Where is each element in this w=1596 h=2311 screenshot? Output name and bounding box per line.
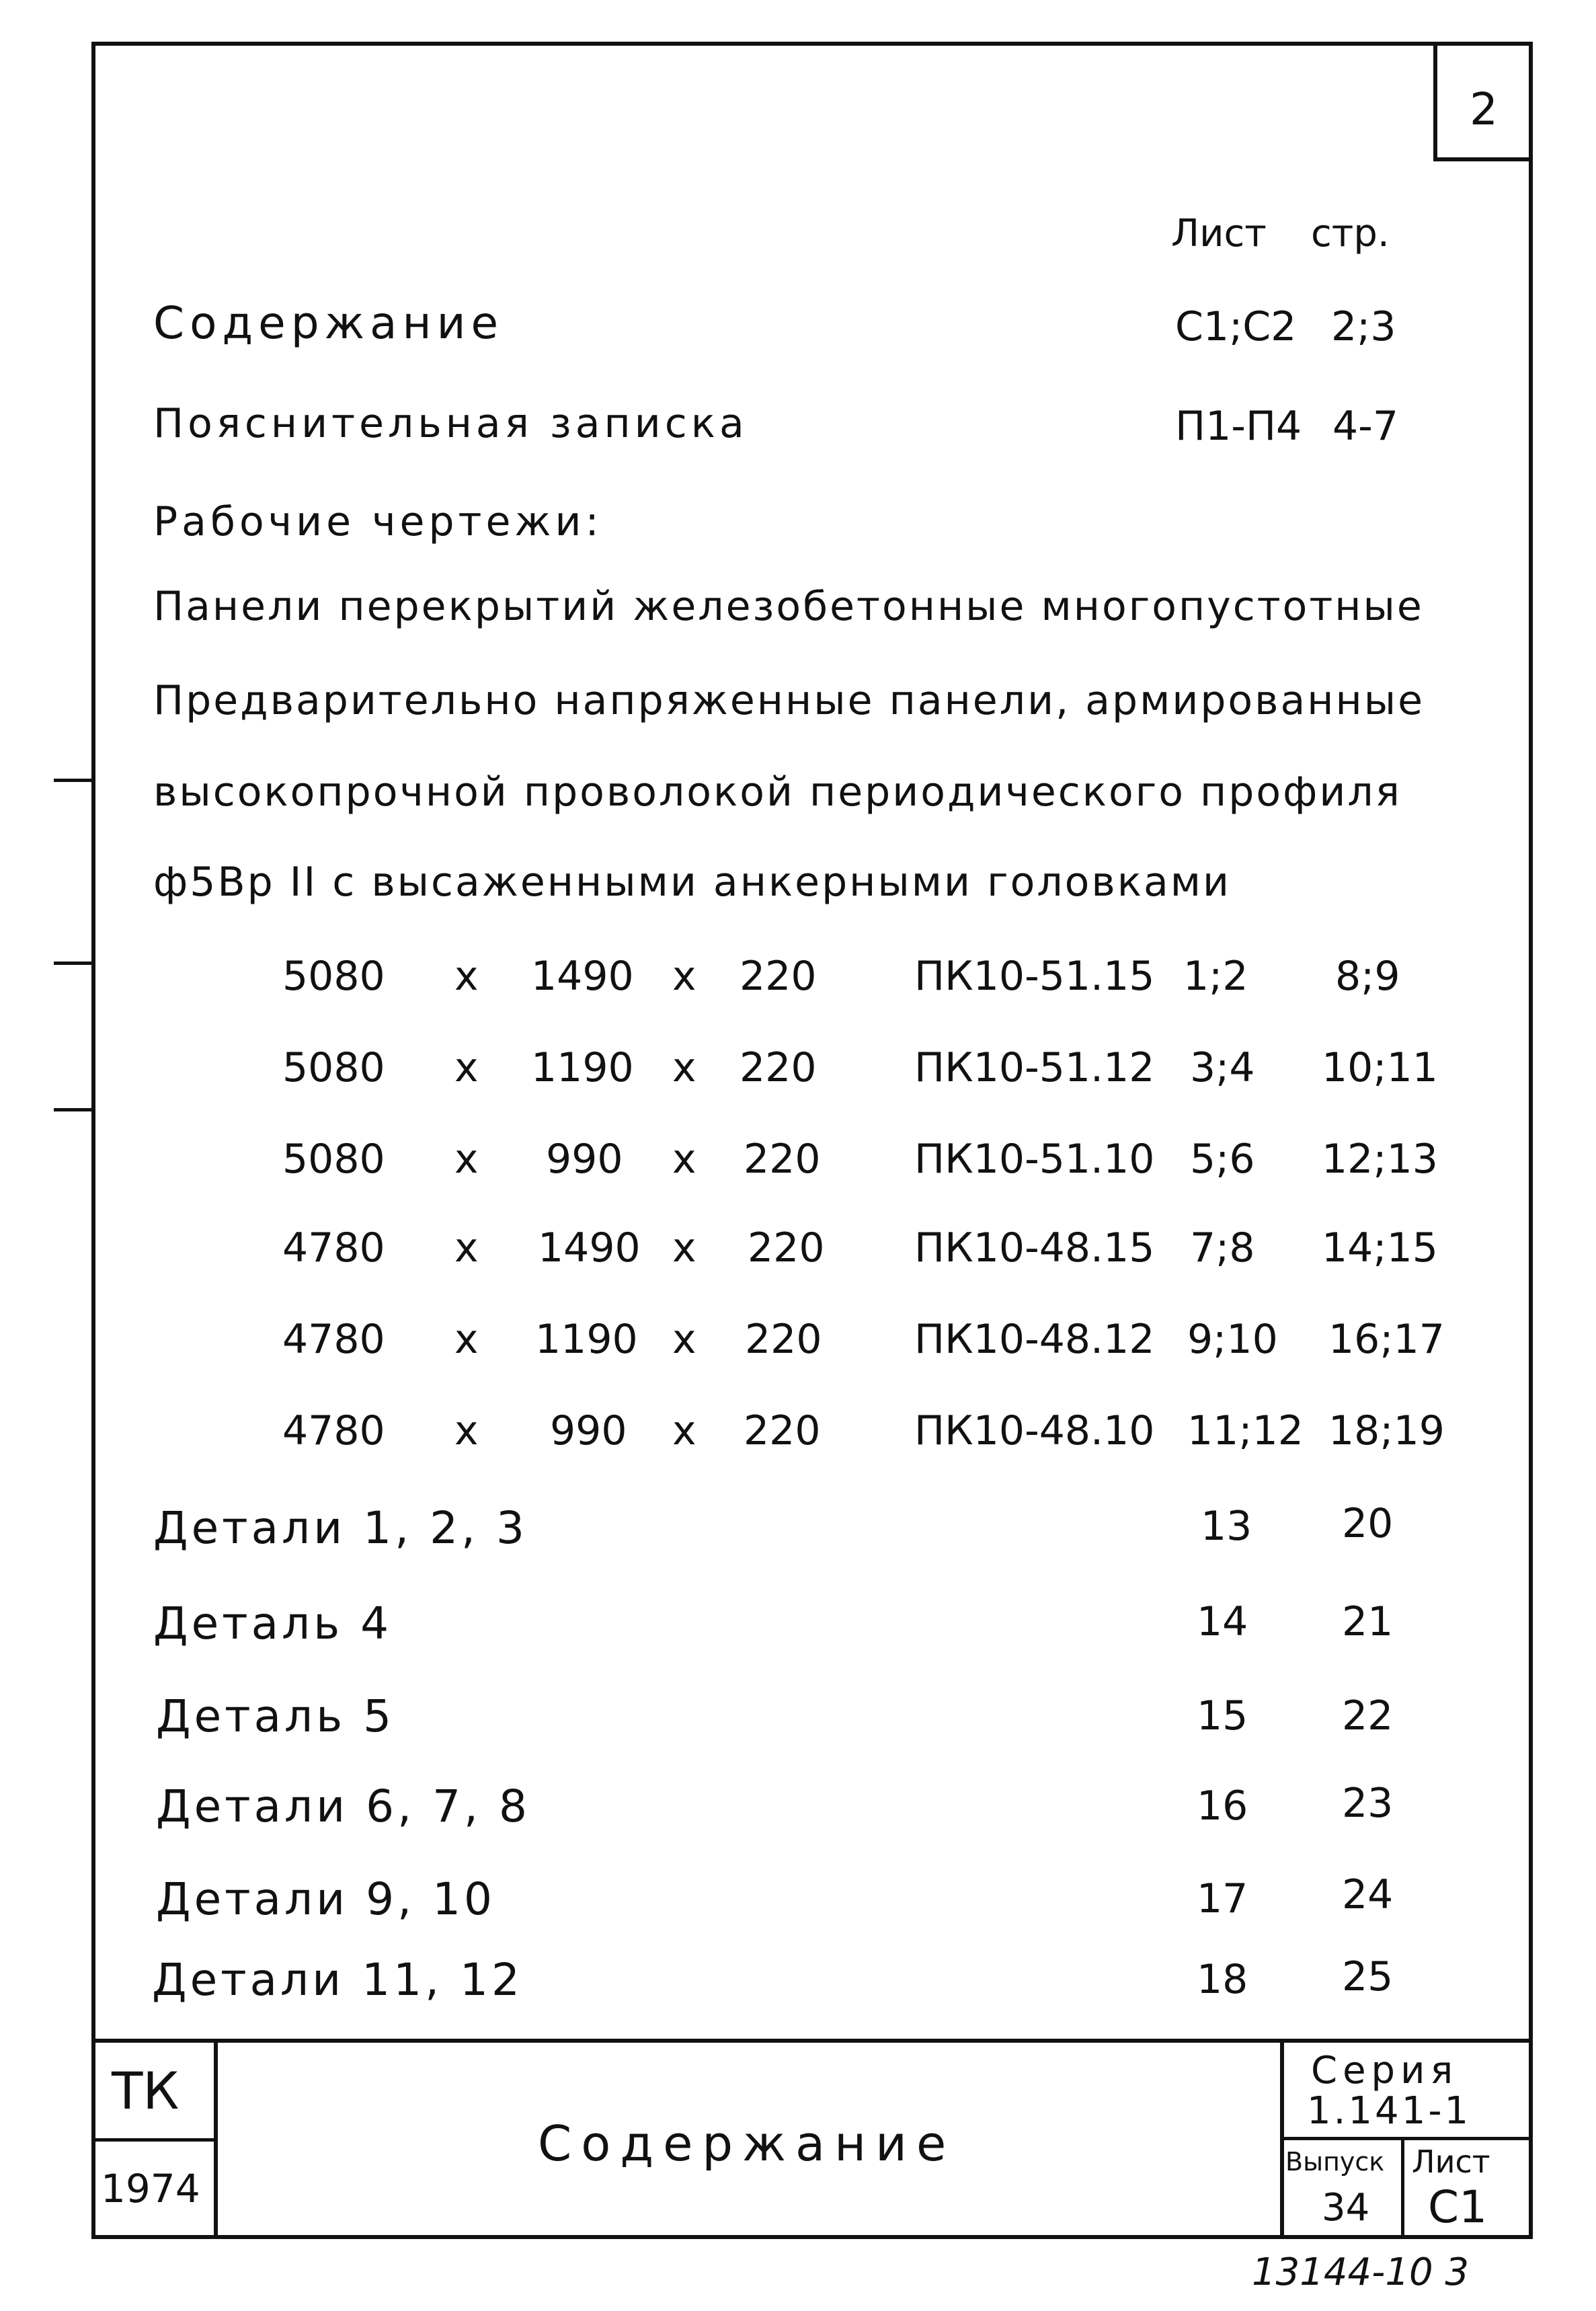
entry-page: 4-7 (1332, 403, 1398, 450)
panel-height: 220 (744, 1136, 821, 1183)
description-line: Панели перекрытий железобетонные многопустотные (153, 583, 1424, 630)
detail-page: 22 (1342, 1692, 1394, 1739)
multiply-sign: x (454, 1136, 479, 1183)
corner-box-bottom (1433, 157, 1533, 161)
panel-width: 1190 (531, 1044, 634, 1091)
detail-label: Деталь 5 (156, 1690, 395, 1742)
panel-page: 10;11 (1322, 1044, 1438, 1091)
entry-page: 2;3 (1331, 303, 1396, 350)
panel-mark: ПК10-48.10 (914, 1407, 1155, 1454)
detail-sheet: 17 (1197, 1875, 1248, 1922)
detail-sheet: 18 (1197, 1956, 1248, 2003)
entry-sheet: С1;С2 (1175, 303, 1297, 350)
panel-sheet: 3;4 (1190, 1044, 1255, 1091)
panel-width: 1490 (531, 953, 634, 1000)
margin-tick (54, 962, 94, 965)
detail-page: 23 (1342, 1780, 1394, 1827)
panel-sheet: 11;12 (1187, 1407, 1304, 1454)
panel-page: 8;9 (1335, 953, 1400, 1000)
panel-width: 1190 (535, 1316, 638, 1363)
panel-height: 220 (745, 1316, 822, 1363)
panel-length: 4780 (282, 1407, 385, 1454)
detail-label: Детали 1, 2, 3 (153, 1502, 528, 1554)
entry-title: Пояснительная записка (153, 400, 748, 447)
panel-height: 220 (744, 1407, 821, 1454)
multiply-sign: x (454, 1224, 479, 1271)
title-block-left-mid-line (91, 2138, 216, 2142)
panel-mark: ПК10-48.12 (914, 1316, 1155, 1363)
multiply-sign: x (672, 953, 696, 1000)
detail-page: 25 (1342, 1953, 1394, 2000)
panel-page: 18;19 (1328, 1407, 1445, 1454)
panel-page: 14;15 (1322, 1224, 1438, 1271)
stamp-title: Содержание (538, 2115, 956, 2172)
multiply-sign: x (672, 1044, 696, 1091)
panel-width: 990 (546, 1136, 623, 1183)
detail-sheet: 14 (1197, 1598, 1248, 1645)
column-header-sheet: Лист (1171, 212, 1267, 256)
detail-label: Детали 9, 10 (156, 1873, 496, 1925)
multiply-sign: x (672, 1136, 696, 1183)
detail-page: 21 (1342, 1598, 1394, 1645)
detail-page: 24 (1342, 1871, 1394, 1918)
series-value: 1.141-1 (1307, 2089, 1472, 2133)
org-code: ТК (112, 2061, 179, 2121)
sheet-value: С1 (1428, 2181, 1488, 2233)
multiply-sign: x (454, 1044, 479, 1091)
entry-title: Содержание (153, 297, 504, 349)
working-drawings-title: Рабочие чертежи: (153, 498, 603, 545)
title-block-top-line (91, 2039, 1533, 2043)
panel-height: 220 (740, 953, 817, 1000)
detail-label: Детали 11, 12 (152, 1954, 524, 2006)
margin-tick (54, 779, 94, 782)
description-line: ф5Вр II с высаженными анкерными головками (153, 859, 1232, 906)
panel-width: 990 (550, 1407, 627, 1454)
panel-length: 4780 (282, 1224, 385, 1271)
panel-height: 220 (748, 1224, 825, 1271)
panel-sheet: 7;8 (1190, 1224, 1255, 1271)
sheet-corner-number: 2 (1470, 83, 1498, 135)
series-label: Серия (1311, 2049, 1459, 2092)
multiply-sign: x (454, 1407, 479, 1454)
issue-label: Выпуск (1285, 2147, 1385, 2177)
detail-sheet: 16 (1197, 1783, 1248, 1830)
panel-page: 16;17 (1328, 1316, 1445, 1363)
year: 1974 (101, 2166, 200, 2211)
description-line: высокопрочной проволокой периодического профиля (153, 769, 1402, 816)
panel-mark: ПК10-51.12 (914, 1044, 1155, 1091)
panel-mark: ПК10-51.15 (914, 953, 1155, 1000)
description-line: Предварительно напряженные панели, армированные (153, 677, 1425, 724)
detail-sheet: 13 (1201, 1503, 1252, 1550)
panel-length: 5080 (282, 1136, 385, 1183)
footer-number: 13144-10 3 (1252, 2250, 1470, 2294)
panel-width: 1490 (538, 1224, 641, 1271)
multiply-sign: x (454, 1316, 479, 1363)
panel-mark: ПК10-48.15 (914, 1224, 1155, 1271)
issue-value: 34 (1322, 2186, 1370, 2230)
panel-sheet: 5;6 (1190, 1136, 1255, 1183)
multiply-sign: x (672, 1407, 696, 1454)
panel-sheet: 1;2 (1183, 953, 1248, 1000)
entry-sheet: П1-П4 (1175, 403, 1302, 450)
detail-label: Деталь 4 (153, 1598, 393, 1649)
multiply-sign: x (454, 953, 479, 1000)
title-block-right-mid-line (1280, 2137, 1533, 2140)
multiply-sign: x (672, 1316, 696, 1363)
panel-height: 220 (740, 1044, 817, 1091)
panel-length: 5080 (282, 1044, 385, 1091)
sheet-label: Лист (1412, 2144, 1490, 2180)
panel-sheet: 9;10 (1187, 1316, 1278, 1363)
panel-length: 4780 (282, 1316, 385, 1363)
column-header-page: стр. (1311, 212, 1390, 256)
detail-label: Детали 6, 7, 8 (156, 1780, 531, 1832)
multiply-sign: x (672, 1224, 696, 1271)
detail-page: 20 (1342, 1500, 1394, 1547)
panel-length: 5080 (282, 953, 385, 1000)
panel-page: 12;13 (1322, 1136, 1438, 1183)
corner-box-left (1433, 42, 1437, 161)
title-block-issue-divider (1401, 2137, 1404, 2239)
panel-mark: ПК10-51.10 (914, 1136, 1155, 1183)
margin-tick (54, 1108, 94, 1111)
detail-sheet: 15 (1197, 1692, 1248, 1739)
